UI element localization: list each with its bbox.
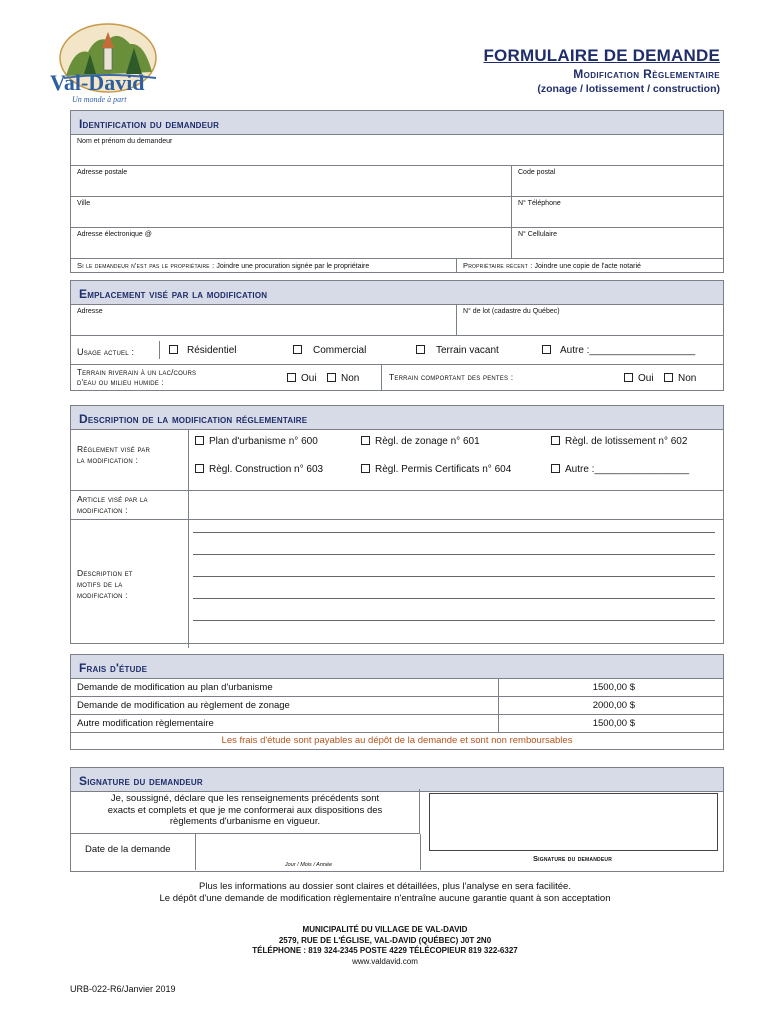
lot-number-field[interactable] [456, 305, 723, 335]
plan-urbanisme-checkbox[interactable] [195, 436, 204, 445]
motifs-field[interactable] [189, 520, 723, 648]
usage-label: Usage actuel : [77, 347, 135, 357]
cell-phone-label: N° Cellulaire [518, 231, 557, 238]
usage-other-checkbox[interactable] [542, 345, 551, 354]
motifs-line [193, 576, 715, 577]
regulation-other-option[interactable]: Autre :_________________ [551, 464, 689, 475]
footer-info-2: Le dépôt d'une demande de modification règlementaire n'entraîne aucune garantie quant à son acceptation [159, 893, 611, 904]
waterfront-no-option[interactable]: Non [327, 373, 359, 384]
declaration-text: Je, soussigné, déclare que les renseignements précédents sont exacts et complets et que je me conformerai aux dispositions des règlements d'urbanisme en vigueur. [71, 789, 420, 834]
location-address-label: Adresse [77, 308, 103, 315]
slopes-no-option[interactable]: Non [664, 373, 696, 384]
date-hint: Jour / Mois / Année [284, 862, 333, 868]
slopes-label: Terrain comportant des pentes : [389, 372, 514, 382]
signature-section [70, 767, 724, 872]
slopes-yes-option[interactable]: Oui [624, 373, 654, 384]
owner-note [71, 259, 456, 272]
applicant-name-label: Nom et prénom du demandeur [77, 138, 173, 145]
postal-address-field[interactable] [71, 166, 511, 196]
fee-label: Demande de modification au plan d'urbanisme [71, 679, 499, 696]
lot-number-label: N° de lot (cadastre du Québec) [463, 308, 560, 315]
form-subtitle-scope: (zonage / lotissement / construction) [537, 83, 720, 95]
recent-owner-note [456, 259, 723, 272]
municipality-phone: TÉLÉPHONE : 819 324-2345 POSTE 4229 TÉLÉCOPIEUR 819 322-6327 [252, 946, 518, 955]
identification-section [70, 110, 724, 273]
form-title: FORMULAIRE DE DEMANDE [483, 46, 720, 65]
motifs-area [71, 520, 723, 648]
motifs-label: Description et motifs de la modification : [77, 568, 133, 600]
fees-note: Les frais d'étude sont payables au dépôt de la demande et sont non remboursables [221, 735, 573, 746]
form-subtitle: Modification Règlementaire [573, 67, 720, 81]
motifs-line [193, 554, 715, 555]
usage-commercial-option[interactable]: Commercial [293, 345, 366, 356]
postal-code-field[interactable] [511, 166, 723, 196]
permis-certificats-checkbox[interactable] [361, 464, 370, 473]
date-label: Date de la demande [71, 834, 196, 870]
construction-checkbox[interactable] [195, 464, 204, 473]
identification-heading: Identification du demandeur [71, 111, 723, 135]
postal-code-label: Code postal [518, 169, 556, 176]
fees-section [70, 654, 724, 750]
form-title-block [483, 46, 720, 95]
usage-other-option[interactable]: Autre :___________________ [542, 345, 695, 356]
lotissement-option[interactable]: Règl. de lotissement n° 602 [551, 436, 687, 447]
recent-owner-instruction: Joindre une copie de l'acte notarié [534, 263, 641, 270]
municipality-address: 2579, RUE DE L'ÉGLISE, VAL-DAVID (QUÉBEC) J0T 2N0 [278, 935, 492, 945]
cell-phone-field[interactable] [511, 228, 723, 258]
article-label: Article visé par la modification : [77, 494, 148, 515]
fee-amount: 1500,00 $ [592, 682, 635, 693]
fee-row [71, 715, 723, 733]
waterfront-yes-checkbox[interactable] [287, 373, 296, 382]
usage-vacant-checkbox[interactable] [416, 345, 425, 354]
owner-note-instruction: Joindre une procuration signée par le propriétaire [216, 263, 370, 270]
fee-amount: 2000,00 $ [592, 700, 635, 711]
logo-wordmark: Val-David [50, 70, 145, 95]
plan-urbanisme-option[interactable]: Plan d'urbanisme n° 600 [195, 436, 318, 447]
owner-note-condition: Si le demandeur n'est pas le propriétaire : [77, 261, 215, 270]
recent-owner-condition: Propriétaire récent : [463, 261, 533, 270]
signature-heading: Signature du demandeur [71, 768, 723, 792]
municipality-block [0, 925, 770, 967]
val-david-logo [44, 18, 180, 108]
regulation-label: Règlement visé par la modification : [77, 444, 151, 465]
location-section [70, 280, 724, 391]
footer-info-1: Plus les informations au dossier sont claires et détaillées, plus l'analyse en sera facilitée. [199, 881, 571, 892]
form-code: URB-022-R6/Janvier 2019 [70, 984, 176, 994]
waterfront-label: Terrain riverain à un lac/cours d'eau ou milieu humide : [77, 368, 197, 387]
usage-vacant-option[interactable]: Terrain vacant [416, 345, 499, 356]
fee-label: Demande de modification au règlement de zonage [71, 697, 499, 714]
permis-certificats-option[interactable]: Règl. Permis Certificats n° 604 [361, 464, 511, 475]
description-section [70, 405, 724, 644]
phone-label: N° Téléphone [518, 200, 561, 207]
fee-row [71, 679, 723, 697]
article-field[interactable] [189, 491, 723, 519]
city-label: Ville [77, 200, 91, 207]
postal-address-label: Adresse postale [77, 169, 128, 176]
waterfront-yes-option[interactable]: Oui [287, 373, 317, 384]
location-heading: Emplacement visé par la modification [71, 281, 723, 305]
signature-box[interactable] [429, 793, 718, 851]
location-address-field[interactable] [71, 305, 456, 335]
applicant-name-field[interactable] [71, 135, 723, 165]
city-field[interactable] [71, 197, 511, 227]
logo-tagline: Un monde à part [72, 95, 127, 104]
usage-residential-checkbox[interactable] [169, 345, 178, 354]
municipality-name: MUNICIPALITÉ DU VILLAGE DE VAL-DAVID [302, 925, 468, 934]
waterfront-no-checkbox[interactable] [327, 373, 336, 382]
phone-field[interactable] [511, 197, 723, 227]
date-field[interactable] [197, 834, 421, 870]
usage-commercial-checkbox[interactable] [293, 345, 302, 354]
construction-option[interactable]: Règl. Construction n° 603 [195, 464, 323, 475]
lotissement-checkbox[interactable] [551, 436, 560, 445]
municipality-website[interactable]: www.valdavid.com [352, 956, 418, 966]
description-heading: Description de la modification réglementaire [71, 406, 723, 430]
motifs-line [193, 532, 715, 533]
fees-heading: Frais d'étude [71, 655, 723, 679]
email-field[interactable] [71, 228, 511, 258]
zonage-checkbox[interactable] [361, 436, 370, 445]
zonage-option[interactable]: Règl. de zonage n° 601 [361, 436, 480, 447]
email-label: Adresse électronique @ [77, 231, 152, 238]
motifs-line [193, 598, 715, 599]
usage-residential-option[interactable]: Résidentiel [169, 345, 236, 356]
slopes-yes-checkbox[interactable] [624, 373, 633, 382]
slopes-no-checkbox[interactable] [664, 373, 673, 382]
fee-amount: 1500,00 $ [592, 718, 635, 729]
fee-row [71, 697, 723, 715]
signature-label: Signature du demandeur [532, 854, 613, 863]
regulation-other-checkbox[interactable] [551, 464, 560, 473]
motifs-line [193, 620, 715, 621]
fee-label: Autre modification règlementaire [71, 715, 499, 732]
